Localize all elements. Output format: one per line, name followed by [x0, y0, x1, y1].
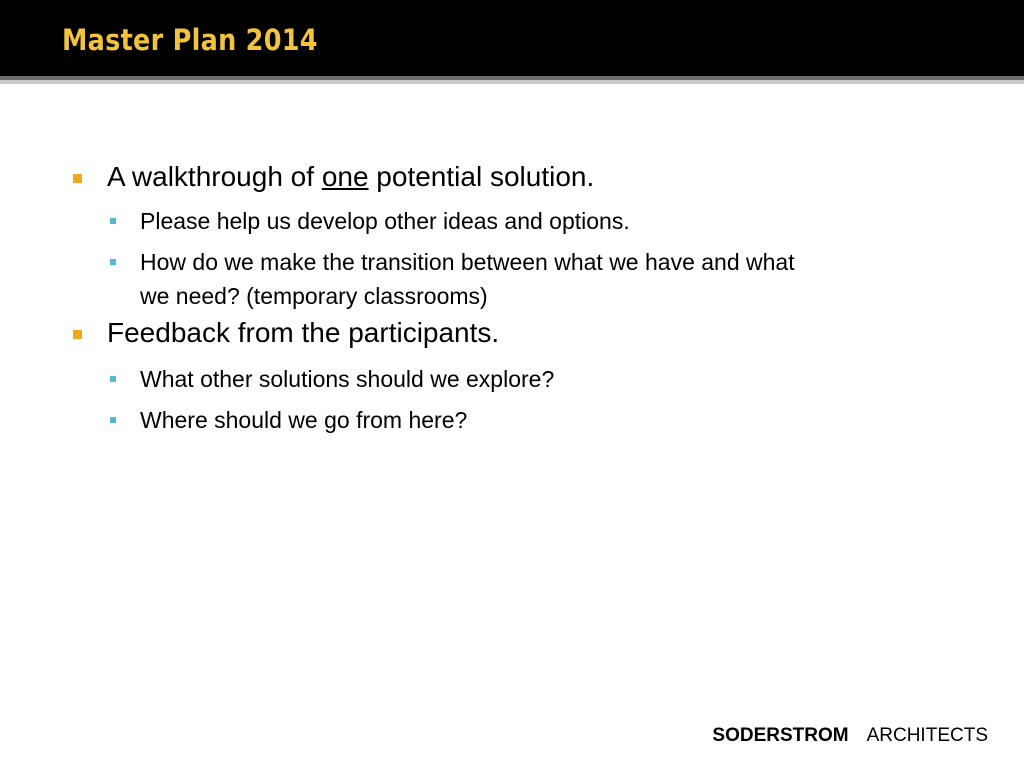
footer-firm-name [712, 722, 988, 750]
bullet-walkthrough [107, 160, 594, 194]
level2-square-bullet-icon [110, 417, 116, 423]
level2-square-bullet-icon [110, 259, 116, 265]
bullet-text: potential solution. [368, 161, 595, 192]
level2-square-bullet-icon [110, 376, 116, 382]
sub-bullet-transition: How do we make the transition between what we have and what [140, 249, 795, 275]
sub-bullet-transition-continued: we need? (temporary classrooms) [140, 283, 488, 309]
sub-bullet-other-solutions: What other solutions should we explore? [140, 366, 555, 392]
level2-square-bullet-icon [110, 218, 116, 224]
sub-bullet-next-steps: Where should we go from here? [140, 407, 468, 433]
sub-bullet-develop-ideas: Please help us develop other ideas and options. [140, 208, 630, 234]
firm-name-regular: ARCHITECTS [866, 725, 988, 746]
slide-title: Master Plan 2014 [62, 23, 318, 57]
underlined-word: one [321, 161, 369, 192]
level1-square-bullet-icon [73, 330, 82, 339]
firm-name-bold: SODERSTROM [712, 725, 849, 746]
title-divider-highlight [0, 80, 1024, 84]
bullet-text: A walkthrough of [107, 161, 322, 192]
level1-square-bullet-icon [73, 174, 82, 183]
bullet-feedback: Feedback from the participants. [107, 317, 500, 348]
